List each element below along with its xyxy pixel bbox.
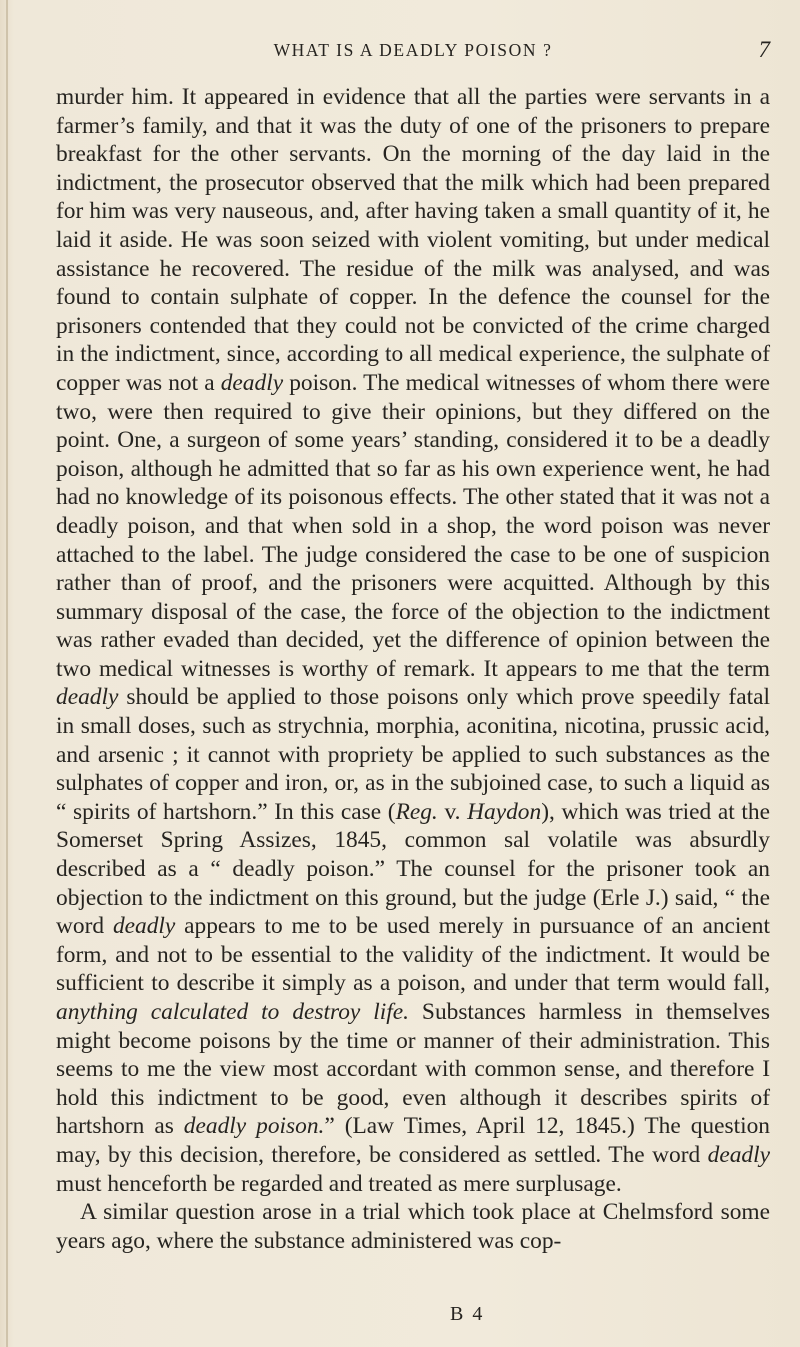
italic-run: deadly poison. bbox=[183, 1113, 325, 1140]
italic-run: deadly bbox=[112, 913, 176, 940]
text-run: Substances harmless in themselves might become poisons by the time or manner of their administration. This seems to me the view most accordant with common sense, and therefore I hold this indictment to be good, even although it describes spirits of hartshorn as bbox=[56, 999, 770, 1140]
text-run: must henceforth be regarded and treated as mere surplusage. bbox=[56, 1170, 622, 1197]
running-title: WHAT IS A DEADLY POISON ? bbox=[273, 40, 553, 60]
page-header bbox=[56, 36, 770, 64]
italic-run: Reg. bbox=[395, 798, 438, 825]
signature-mark: B 4 bbox=[450, 1303, 485, 1325]
text-run: ” (Law Times, April 12, 1845.) The question may, by this decision, therefore, be considered as settled. The word bbox=[56, 1113, 770, 1168]
text-run: A similar question arose in a trial which took place at Chelmsford some years ago, where the substance administered was cop- bbox=[56, 1199, 770, 1254]
italic-run: anything calculated to destroy life. bbox=[56, 999, 409, 1025]
paragraph-2 bbox=[56, 1198, 770, 1255]
body-text bbox=[56, 83, 770, 1255]
text-run: ), which was tried at the Somerset Spring Assizes, 1845, common sal volatile was absurdly described as a “ deadly poison.” The counsel for the prisoner took an objection to the indictment on this ground, but the judge (Erle J.) said, “ the word bbox=[56, 798, 770, 940]
text-run: poison. The medical witnesses of whom there were two, were then required to give their opinions, but they differed on the point. One, a surgeon of some years’ standing, considered it to be a deadly poison, although he admitted that so far as his own experience went, he had had no knowledge of its poisonous effects. The other stated that it was not a deadly poison, and that when sold in a shop, the word poison was never attached to the label. The judge considered the case to be one of suspicion rather than of proof, and the prisoners were acquitted. Although by this summary disposal of the case, the force of the objection to the indictment was rather evaded than decided, yet the difference of opinion between the two medical witnesses is worthy of remark. It appears to me that the term bbox=[56, 369, 770, 682]
text-run: murder him. It appeared in evidence that all the parties were servants in a farmer’s family, and that it was the duty of one of the prisoners to prepare breakfast for the other servants. On the morning of the day laid in the indictment, the prosecutor observed that the milk which had been prepared for him was very nauseous, and, after having taken a small quantity of it, he laid it aside. He was soon seized with violent vomiting, but under medical assistance he recovered. The residue of the milk was analysed, and was found to contain sulphate of copper. In the defence the counsel for the prisoners contended that they could not be convicted of the crime charged in the indictment, since, according to all medical experience, the sulphate of copper was not a bbox=[56, 84, 770, 396]
italic-run: Haydon bbox=[467, 798, 542, 825]
binding-edge bbox=[6, 0, 8, 1347]
text-run: should be applied to those poisons only which prove speedily fatal in small doses, such as strychnia, morphia, aconitina, nicotina, prussic acid, and arsenic ; it cannot with propriety be applied to such substances as the sulphates of copper and iron, or, as in the subjoined case, to such a liquid as “ spirits of hartshorn.” In this case ( bbox=[56, 684, 770, 825]
italic-run: deadly bbox=[220, 369, 284, 396]
text-run: v. bbox=[437, 798, 468, 825]
italic-run: deadly bbox=[56, 684, 119, 711]
text-run: appears to me to be used merely in pursuance of an ancient form, and not to be essential to the validity of the indictment. It would be sufficient to describe it simply as a poison, and under that term would fall, bbox=[56, 913, 770, 997]
paragraph-1 bbox=[56, 83, 770, 1198]
page-number: 7 bbox=[758, 37, 770, 62]
italic-run: deadly bbox=[707, 1141, 770, 1168]
